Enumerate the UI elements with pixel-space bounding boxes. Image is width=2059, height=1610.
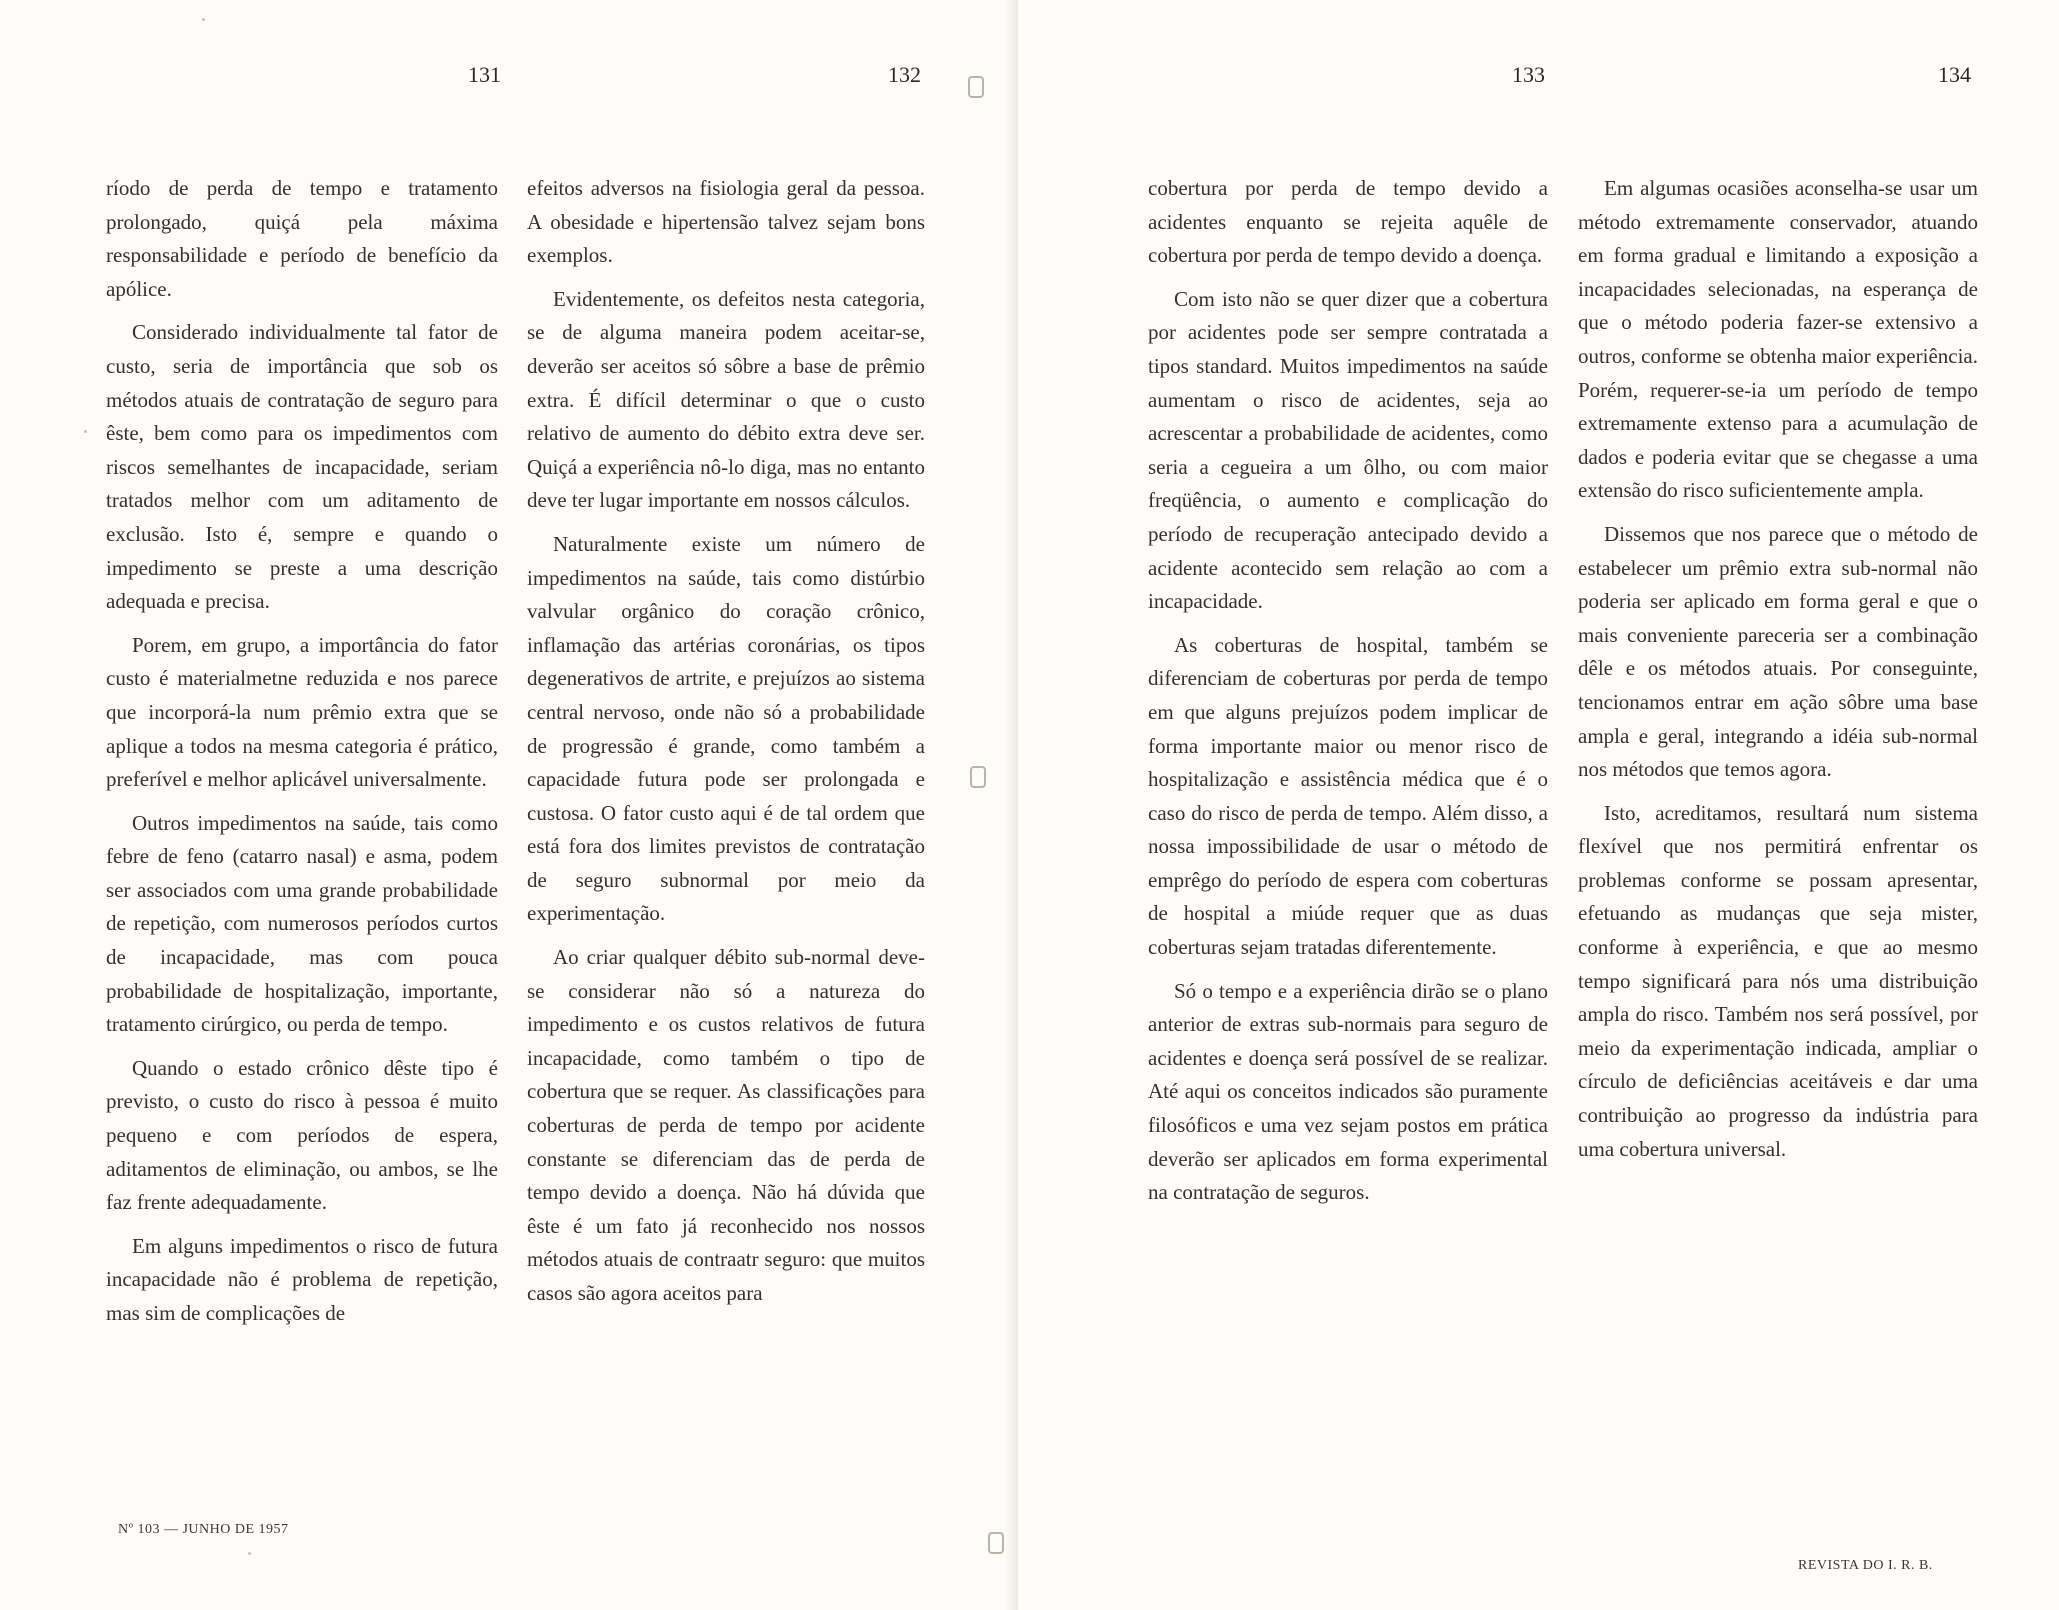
page-number-131: 131 <box>468 62 501 87</box>
page-number-134: 134 <box>1938 62 1971 87</box>
paragraph: Quando o estado crônico dêste tipo é previsto, o custo do risco à pessoa é muito pequeno e com períodos de espera, aditamentos de eliminação, ou ambos, se lhe faz frente adequadamente. <box>106 1055 498 1215</box>
paragraph: cobertura por perda de tempo devido a acidentes enquanto se rejeita aquêle de cobertura por perda de tempo devido a doença. <box>1148 176 1548 268</box>
paragraph: Evidentemente, os defeitos nesta categoria, se de alguma maneira podem aceitar-se, deverão ser aceitos só sôbre a base de prêmio extra. É difícil determinar o que o custo relativo de aumento do débito extra deve ser. Quiçá a experiência nô-lo diga, mas no entanto deve ter lugar importante em nossos cálculos. <box>527 286 925 513</box>
paper-speck <box>202 18 205 21</box>
paragraph: Porem, em grupo, a importância do fator custo é materialmetne reduzida e nos parece que incorporá-la num prêmio extra que se aplique a todos na mesma categoria é prático, preferível e melhor aplicável universalmente. <box>106 632 498 792</box>
paragraph: Em alguns impedimentos o risco de futura incapacidade não é problema de repetição, mas sim de complicações de <box>106 1233 498 1325</box>
paper-speck <box>84 430 87 433</box>
paragraph: Com isto não se quer dizer que a cobertura por acidentes pode ser sempre contratada a tipos standard. Muitos impedimentos na saúde aumentam o risco de acidentes, seja ao acrescentar a probabilidade de acidentes, como seria a cegueira a um ôlho, ou com maior freqüência, o aumento e complicação do período de recuperação antecipado devido a acidente acontecido sem relação ao com a incapacidade. <box>1148 286 1548 614</box>
text-column-133 <box>1148 172 1548 1220</box>
paragraph: Isto, acreditamos, resultará num sistema flexível que nos permitirá enfrentar os problemas conforme se possam apresentar, efetuando as mudanças que seja mister, conforme à experiência, e que ao mesmo tempo significará para nós uma distribuição ampla do risco. Também nos será possível, por meio da experimentação indicada, ampliar o círculo de deficiências aceitáveis e dar uma contribuição ao progresso da indústria para uma cobertura universal. <box>1578 800 1978 1161</box>
text-column-134 <box>1578 172 1978 1176</box>
paragraph: Naturalmente existe um número de impedimentos na saúde, tais como distúrbio valvular orgânico do coração crônico, inflamação das artérias coronárias, os tipos degenerativos de artrite, e prejuízos ao sistema central nervoso, onde não só a probabilidade de progressão é grande, como também a capacidade futura pode ser prolongada e custosa. O fator custo aqui é de tal ordem que está fora dos limites previstos de contratação de seguro subnormal por meio da experimentação. <box>527 531 925 926</box>
footer-issue: Nº 103 — JUNHO DE 1957 <box>118 1522 289 1537</box>
paragraph: Outros impedimentos na saúde, tais como febre de feno (catarro nasal) e asma, podem ser associados com uma grande probabilidade de repetição, com numerosos períodos curtos de incapacidade, mas com pouca probabilidade de hospitalização, importante, tratamento cirúrgico, ou perda de tempo. <box>106 810 498 1037</box>
right-page <box>1018 0 2059 1610</box>
page-number-132: 132 <box>888 62 921 87</box>
paragraph: ríodo de perda de tempo e tratamento prolongado, quiçá pela máxima responsabilidade e período de benefício da apólice. <box>106 176 498 301</box>
binding-staple <box>968 76 984 98</box>
paragraph: Só o tempo e a experiência dirão se o plano anterior de extras sub-normais para seguro de acidentes e doença será possível de se realizar. Até aqui os conceitos indicados são puramente filosóficos e uma vez sejam postos em prática deverão ser aplicados em forma experimental na contratação de seguros. <box>1148 978 1548 1205</box>
footer-journal: REVISTA DO I. R. B. <box>1798 1558 1933 1573</box>
paragraph: Ao criar qualquer débito sub-normal deve-se considerar não só a natureza do impedimento e os custos relativos de futura incapacidade, como também o tipo de cobertura que se requer. As classificações para coberturas de perda de tempo por acidente constante se diferenciam das de perda de tempo devido a doença. Não há dúvida que êste é um fato já reconhecido nos nossos métodos atuais de contraatr seguro: que muitos casos são agora aceitos para <box>527 945 925 1305</box>
binding-staple <box>970 766 986 788</box>
left-page <box>0 0 1018 1610</box>
paragraph: As coberturas de hospital, também se diferenciam de coberturas por perda de tempo em que alguns prejuízos podem implicar de forma importante maior ou menor risco de hospitalização e assistência médica que é o caso do risco de perda de tempo. Além disso, a nossa impossibilidade de usar o método de emprêgo do período de espera com coberturas de hospital a miúde requer que as duas coberturas sejam tratadas diferentemente. <box>1148 632 1548 960</box>
text-column-132 <box>527 172 925 1321</box>
paragraph: Em algumas ocasiões aconselha-se usar um método extremamente conservador, atuando em forma gradual e limitando a exposição a incapacidades selecionadas, na esperança de que o método poderia fazer-se extensivo a outros, conforme se obtenha maior experiência. Porém, requerer-se-ia um período de tempo extremamente extenso para a acumulação de dados e poderia evitar que se chegasse a uma extensão do risco suficientemente ampla. <box>1578 176 1978 503</box>
text-column-131 <box>106 172 498 1341</box>
binding-staple <box>988 1532 1004 1554</box>
paragraph: efeitos adversos na fisiologia geral da pessoa. A obesidade e hipertensão talvez sejam bons exemplos. <box>527 176 925 268</box>
paragraph: Considerado individualmente tal fator de custo, seria de importância que sob os métodos atuais de contratação de seguro para êste, bem como para os impedimentos com riscos semelhantes de incapacidade, seriam tratados melhor com um aditamento de exclusão. Isto é, sempre e quando o impedimento se preste a uma descrição adequada e precisa. <box>106 320 498 614</box>
paper-speck <box>248 1552 251 1555</box>
paragraph: Dissemos que nos parece que o método de estabelecer um prêmio extra sub-normal não poderia ser aplicado em forma geral e que o mais conveniente pareceria ser a combinação dêle e os métodos atuais. Por conseguinte, tencionamos entrar em ação sôbre uma base ampla e geral, integrando a idéia sub-normal nos métodos que temos agora. <box>1578 521 1978 782</box>
page-number-133: 133 <box>1512 62 1545 87</box>
